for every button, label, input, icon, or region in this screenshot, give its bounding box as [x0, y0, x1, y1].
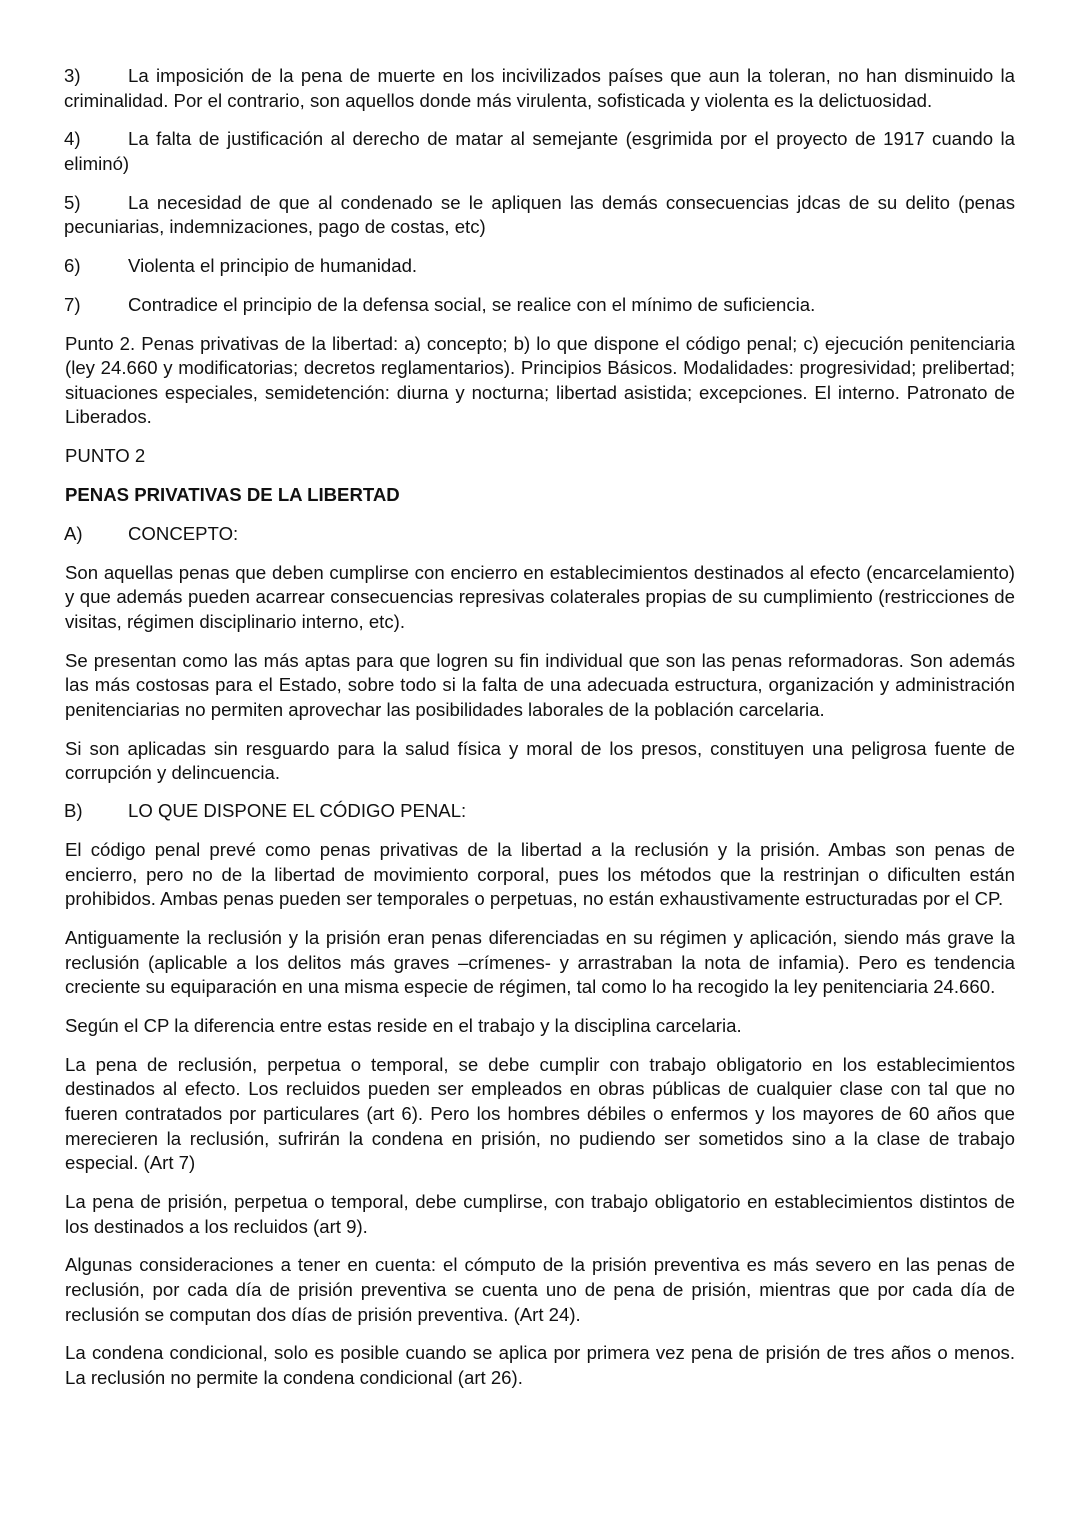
list-item-text: La imposición de la pena de muerte en los incivilizados países que aun la toleran, no han disminuido la criminalidad. Por el contrario, son aquellos donde más virulenta, sofisticada y violenta es la delictuosidad.: [64, 65, 1015, 111]
section-title: PENAS PRIVATIVAS DE LA LIBERTAD: [65, 484, 400, 506]
body-paragraph: Si son aplicadas sin resguardo para la salud física y moral de los presos, constituyen una peligrosa fuente de corrupción y delincuencia.: [65, 737, 1015, 784]
document-page: [65, 64, 1015, 1405]
codigo-heading: [64, 799, 1015, 824]
body-paragraph: La condena condicional, solo es posible cuando se aplica por primera vez pena de prisión de tres años o menos. La reclusión no permite la condena condicional (art 26).: [65, 1342, 1015, 1388]
body-paragraph: Según el CP la diferencia entre estas reside en el trabajo y la disciplina carcelaria.: [65, 1015, 742, 1037]
body-paragraph: La pena de prisión, perpetua o temporal, debe cumplirse, con trabajo obligatorio en establecimientos distintos de los destinados a los recluidos (art 9).: [65, 1190, 1015, 1237]
section-letter: B): [64, 800, 83, 822]
list-item-number: 7): [64, 293, 81, 315]
concepto-heading: [64, 522, 1015, 547]
list-item-3: [64, 64, 1015, 113]
list-item-text: La falta de justificación al derecho de matar al semejante (esgrimida por el proyecto de 1917 cuando la eliminó): [64, 128, 1015, 174]
list-item-number: 4): [64, 128, 81, 150]
body-paragraph: La pena de reclusión, perpetua o temporal, se debe cumplir con trabajo obligatorio en los establecimientos destinados al efecto. Los recluidos pueden ser empleados en obras públicas de cualquier clase con tal que no fueren contratados por particulares (art 6). Pero los hombres débiles o enfermos y los mayores de 60 años que merecieren la reclusión, sufrirán la condena en prisión, no pudiendo ser sometidos sino a la clase de trabajo especial. (Art 7): [65, 1053, 1015, 1174]
body-paragraph: Se presentan como las más aptas para que logren su fin individual que son las penas reformadoras. Son además las más costosas para el Estado, sobre todo si la falta de una adecuada estructura, organización y administración penitenciarias no permiten aprovechar las posibilidades laborales de la población carcelaria.: [65, 649, 1015, 720]
list-item-4: [64, 127, 1015, 176]
section-heading-text: CONCEPTO:: [128, 522, 239, 544]
body-paragraph: Son aquellas penas que deben cumplirse con encierro en establecimientos destinados al efecto (encarcelamiento) y que además pueden acarrear consecuencias represivas colaterales propias de su cumplimiento (restricciones de visitas, régimen disciplinario interno, etc).: [65, 561, 1015, 632]
list-item-6: [64, 254, 1015, 279]
punto-heading: PUNTO 2: [65, 445, 146, 467]
section-heading-text: LO QUE DISPONE EL CÓDIGO PENAL:: [128, 800, 467, 822]
body-paragraph: Antiguamente la reclusión y la prisión eran penas diferenciadas en su régimen y aplicación, siendo más grave la reclusión (aplicable a los delitos más graves –crímenes- y arrastraban la nota de infamia). Pero es tendencia creciente su equiparación en una misma especie de régimen, tal como lo ha recogido la ley penitenciaria 24.660.: [65, 927, 1015, 998]
punto-intro-paragraph: Punto 2. Penas privativas de la libertad: a) concepto; b) lo que dispone el código penal; c) ejecución penitenciaria (ley 24.660 y modificatorias; decretos reglamentarios). Principios Básicos. Modalidades: progresividad; prelibertad; situaciones especiales, semidetención: diurna y nocturna; libertad asistida; excepciones. El interno. Patronato de Liberados.: [65, 332, 1015, 428]
list-item-5: [64, 191, 1015, 240]
list-item-text: Violenta el principio de humanidad.: [128, 255, 418, 277]
body-paragraph: El código penal prevé como penas privativas de la libertad a la reclusión y la prisión. Ambas son penas de encierro, pero no de la libertad de movimiento corporal, pues los métodos que la restrinjan o dificulten están prohibidos. Ambas penas pueden ser temporales o perpetuas, no están exhaustivamente estructuradas por el CP.: [65, 839, 1015, 910]
section-letter: A): [64, 522, 83, 544]
list-item-number: 5): [64, 191, 81, 213]
list-item-number: 6): [64, 255, 81, 277]
list-item-text: La necesidad de que al condenado se le apliquen las demás consecuencias jdcas de su delito (penas pecuniarias, indemnizaciones, pago de costas, etc): [64, 191, 1015, 238]
list-item-number: 3): [64, 65, 81, 86]
list-item-7: [64, 293, 1015, 318]
list-item-text: Contradice el principio de la defensa social, se realice con el mínimo de suficiencia.: [128, 293, 816, 315]
body-paragraph: Algunas consideraciones a tener en cuenta: el cómputo de la prisión preventiva es más severo en las penas de reclusión, por cada día de prisión preventiva se cuenta uno de pena de prisión, mientras que por cada día de reclusión se computan dos días de prisión preventiva. (Art 24).: [65, 1254, 1015, 1325]
